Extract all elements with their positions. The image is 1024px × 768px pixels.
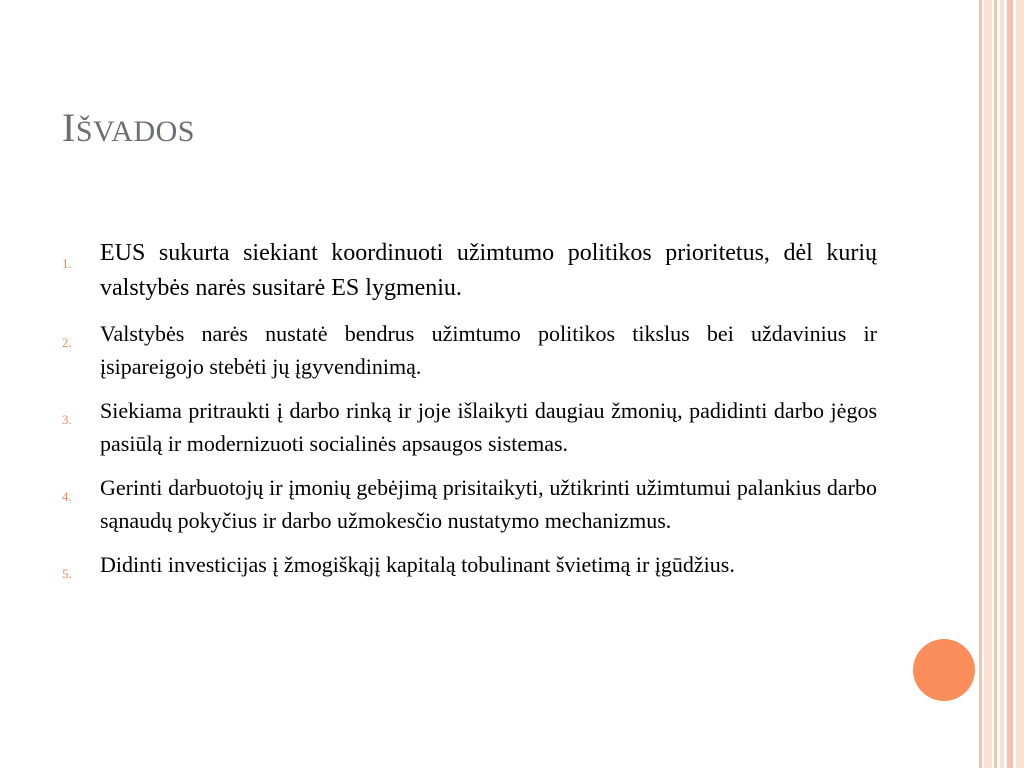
list-item-text: Didinti investicijas į žmogiškąjį kapitalą tobulinant švietimą ir įgūdžius. bbox=[100, 552, 735, 577]
decorative-stripe bbox=[1016, 0, 1024, 768]
slide-title-rest: ŠVADOS bbox=[75, 115, 195, 148]
decorative-stripe bbox=[979, 0, 982, 768]
slide-title bbox=[62, 105, 195, 150]
list-item-number: 5. bbox=[62, 566, 72, 581]
conclusions-list bbox=[62, 236, 877, 592]
decorative-stripe bbox=[1007, 0, 1013, 768]
list-item-text: Gerinti darbuotojų ir įmonių gebėjimą prisitaikyti, užtikrinti užimtumui palankius darbo sąnaudų pokyčius ir darbo užmokesčio nustatymo mechanizmus. bbox=[100, 475, 877, 533]
list-item bbox=[62, 548, 877, 581]
list-item-text: Siekiama pritraukti į darbo rinką ir joje išlaikyti daugiau žmonių, padidinti darbo jėgos pasiūlą ir modernizuoti socialinės apsaugos sistemas. bbox=[100, 398, 877, 456]
slide-title-initial: I bbox=[62, 105, 76, 150]
list-item-number: 4. bbox=[62, 489, 72, 504]
decorative-stripe bbox=[994, 0, 997, 768]
list-item bbox=[62, 317, 877, 383]
list-item-number: 3. bbox=[62, 412, 72, 427]
list-item-text: EUS sukurta siekiant koordinuoti užimtumo politikos prioritetus, dėl kurių valstybės narės susitarė ES lygmeniu. bbox=[100, 240, 877, 301]
list-item-number: 2. bbox=[62, 335, 72, 350]
decorative-stripe bbox=[984, 0, 992, 768]
list-item-number: 1. bbox=[62, 256, 72, 271]
decorative-stripe bbox=[1000, 0, 1004, 768]
list-item-text: Valstybės narės nustatė bendrus užimtumo politikos tikslus bei uždavinius ir įsipareigojo stebėti jų įgyvendinimą. bbox=[100, 321, 877, 379]
list-item bbox=[62, 236, 877, 306]
list-item bbox=[62, 394, 877, 460]
decorative-circle bbox=[913, 639, 975, 701]
list-item bbox=[62, 471, 877, 537]
